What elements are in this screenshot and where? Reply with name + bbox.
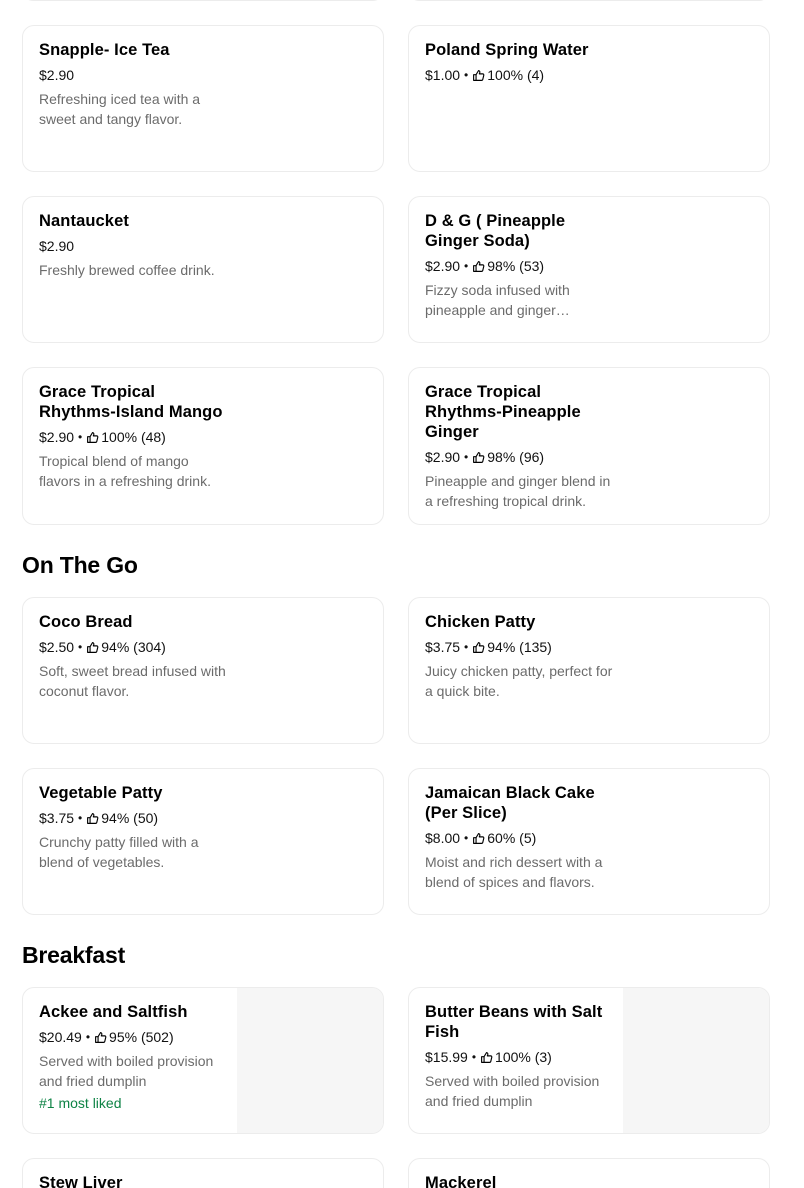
menu-item-description: Fizzy soda infused with pineapple and ginger… <box>425 282 570 318</box>
menu-item-info <box>39 612 229 701</box>
menu-item-card-dg-pineapple-ginger[interactable] <box>408 196 770 343</box>
menu-item-card-mackerel[interactable] <box>408 1158 770 1188</box>
menu-item-rating: 94% (304) <box>101 639 166 655</box>
menu-item-info <box>425 612 615 701</box>
menu-item-name: Butter Beans with Salt Fish <box>425 1003 603 1041</box>
section-title-breakfast: Breakfast <box>22 942 126 968</box>
menu-item-name: Jamaican Black Cake (Per Slice) <box>425 784 595 822</box>
menu-item-description: Soft, sweet bread infused with coconut flavor. <box>39 663 226 699</box>
thumbs-up-icon <box>472 260 485 273</box>
menu-item-name: Vegetable Patty <box>39 784 163 802</box>
menu-item-description: Freshly brewed coffee drink. <box>39 262 215 278</box>
menu-item-info <box>425 382 615 511</box>
menu-item-info <box>425 1173 615 1188</box>
separator-dot: • <box>78 811 83 825</box>
menu-item-name: Poland Spring Water <box>425 41 589 59</box>
menu-item-meta <box>425 828 615 848</box>
menu-item-rating: 100% (4) <box>487 67 545 83</box>
menu-item-card-snapple[interactable] <box>22 25 384 172</box>
separator-dot: • <box>464 640 469 654</box>
menu-item-meta <box>39 65 229 85</box>
separator-dot: • <box>464 68 469 82</box>
menu-item-info <box>39 211 229 280</box>
menu-item-price: $3.75 <box>425 639 461 655</box>
menu-item-card-coco-bread[interactable] <box>22 597 384 744</box>
menu-item-info <box>39 1173 229 1188</box>
menu-item-price: $3.75 <box>39 810 75 826</box>
menu-item-price: $2.90 <box>39 67 75 83</box>
thumbs-up-icon <box>472 832 485 845</box>
menu-item-price: $20.49 <box>39 1029 82 1045</box>
menu-item-meta <box>425 65 615 85</box>
menu-item-card-ackee-saltfish[interactable] <box>22 987 384 1134</box>
menu-item-info <box>39 40 229 129</box>
menu-item-name: Snapple- Ice Tea <box>39 41 170 59</box>
menu-item-description: Juicy chicken patty, perfect for a quick bite. <box>425 663 613 699</box>
menu-item-description: Served with boiled provision and fried dumplin <box>39 1053 214 1089</box>
separator-dot: • <box>464 259 469 273</box>
menu-item-card-butter-beans[interactable] <box>408 987 770 1134</box>
thumbs-up-icon <box>472 641 485 654</box>
menu-item-price: $2.90 <box>425 449 461 465</box>
menu-item-name: Coco Bread <box>39 613 133 631</box>
separator-dot: • <box>78 430 83 444</box>
thumbs-up-icon <box>94 1031 107 1044</box>
menu-item-meta <box>425 447 615 467</box>
menu-item-name: Ackee and Saltfish <box>39 1003 188 1021</box>
menu-item-image <box>237 988 383 1133</box>
menu-item-rating: 60% (5) <box>487 830 537 846</box>
menu-item-rating: 98% (96) <box>487 449 545 465</box>
menu-item-rating: 94% (135) <box>487 639 552 655</box>
section-title-on-the-go: On The Go <box>22 552 138 578</box>
menu-item-image <box>623 988 769 1133</box>
menu-item-card-grace-pineapple[interactable] <box>408 367 770 525</box>
menu-item-name: Chicken Patty <box>425 613 536 631</box>
menu-item-meta <box>425 256 615 276</box>
menu-item-info <box>39 783 229 872</box>
most-liked-badge: #1 most liked <box>39 1095 122 1111</box>
menu-item-info <box>425 211 615 320</box>
menu-item-card-chicken-patty[interactable] <box>408 597 770 744</box>
menu-item-description: Moist and rich dessert with a blend of spices and flavors. <box>425 854 603 890</box>
menu-item-name: D & G ( Pineapple Ginger Soda) <box>425 212 566 250</box>
menu-item-card-vegetable-patty[interactable] <box>22 768 384 915</box>
menu-item-info <box>425 783 615 892</box>
previous-card-edge <box>408 0 770 1</box>
menu-item-rating: 98% (53) <box>487 258 545 274</box>
menu-item-meta <box>39 808 229 828</box>
menu-item-meta <box>39 1027 229 1047</box>
menu-item-price: $1.00 <box>425 67 461 83</box>
menu-item-price: $15.99 <box>425 1049 468 1065</box>
menu-item-description: Crunchy patty filled with a blend of vegetables. <box>39 834 199 870</box>
menu-item-name: Stew Liver <box>39 1174 123 1188</box>
thumbs-up-icon <box>86 431 99 444</box>
menu-item-name: Grace Tropical Rhythms-Pineapple Ginger <box>425 383 581 441</box>
thumbs-up-icon <box>472 69 485 82</box>
menu-item-meta <box>425 637 615 657</box>
menu-item-rating: 95% (502) <box>109 1029 174 1045</box>
menu-item-meta <box>425 1047 615 1067</box>
menu-item-description: Served with boiled provision and fried dumplin <box>425 1073 600 1109</box>
previous-card-edge <box>22 0 384 1</box>
menu-item-meta <box>39 427 229 447</box>
menu-item-info <box>39 382 229 491</box>
menu-item-price: $2.90 <box>425 258 461 274</box>
menu-item-info <box>425 1002 615 1111</box>
menu-item-price: $2.50 <box>39 639 75 655</box>
menu-item-price: $2.90 <box>39 429 75 445</box>
menu-item-rating: 100% (48) <box>101 429 166 445</box>
menu-item-info <box>39 1002 229 1113</box>
separator-dot: • <box>85 1030 91 1044</box>
separator-dot: • <box>464 450 469 464</box>
thumbs-up-icon <box>480 1051 493 1064</box>
menu-item-card-poland-spring[interactable] <box>408 25 770 172</box>
thumbs-up-icon <box>86 812 99 825</box>
menu-item-card-jamaican-black-cake[interactable] <box>408 768 770 915</box>
menu-item-price: $8.00 <box>425 830 461 846</box>
menu-item-rating: 94% (50) <box>101 810 159 826</box>
separator-dot: • <box>471 1050 477 1064</box>
separator-dot: • <box>464 831 469 845</box>
menu-item-meta <box>39 236 229 256</box>
menu-item-description: Tropical blend of mango flavors in a refreshing drink. <box>39 453 211 489</box>
menu-item-card-nantaucket[interactable] <box>22 196 384 343</box>
menu-item-price: $2.90 <box>39 238 75 254</box>
menu-item-meta <box>39 637 229 657</box>
menu-item-name: Nantaucket <box>39 212 129 230</box>
menu-item-info <box>425 40 615 85</box>
menu-item-description: Refreshing iced tea with a sweet and tangy flavor. <box>39 91 201 127</box>
menu-item-card-grace-mango[interactable] <box>22 367 384 525</box>
menu-item-name: Mackerel <box>425 1174 497 1188</box>
menu-item-description: Pineapple and ginger blend in a refreshing tropical drink. <box>425 473 611 509</box>
menu-item-rating: 100% (3) <box>495 1049 552 1065</box>
separator-dot: • <box>78 640 83 654</box>
thumbs-up-icon <box>86 641 99 654</box>
menu-item-name: Grace Tropical Rhythms-Island Mango <box>39 383 223 421</box>
thumbs-up-icon <box>472 451 485 464</box>
menu-item-card-stew-liver[interactable] <box>22 1158 384 1188</box>
